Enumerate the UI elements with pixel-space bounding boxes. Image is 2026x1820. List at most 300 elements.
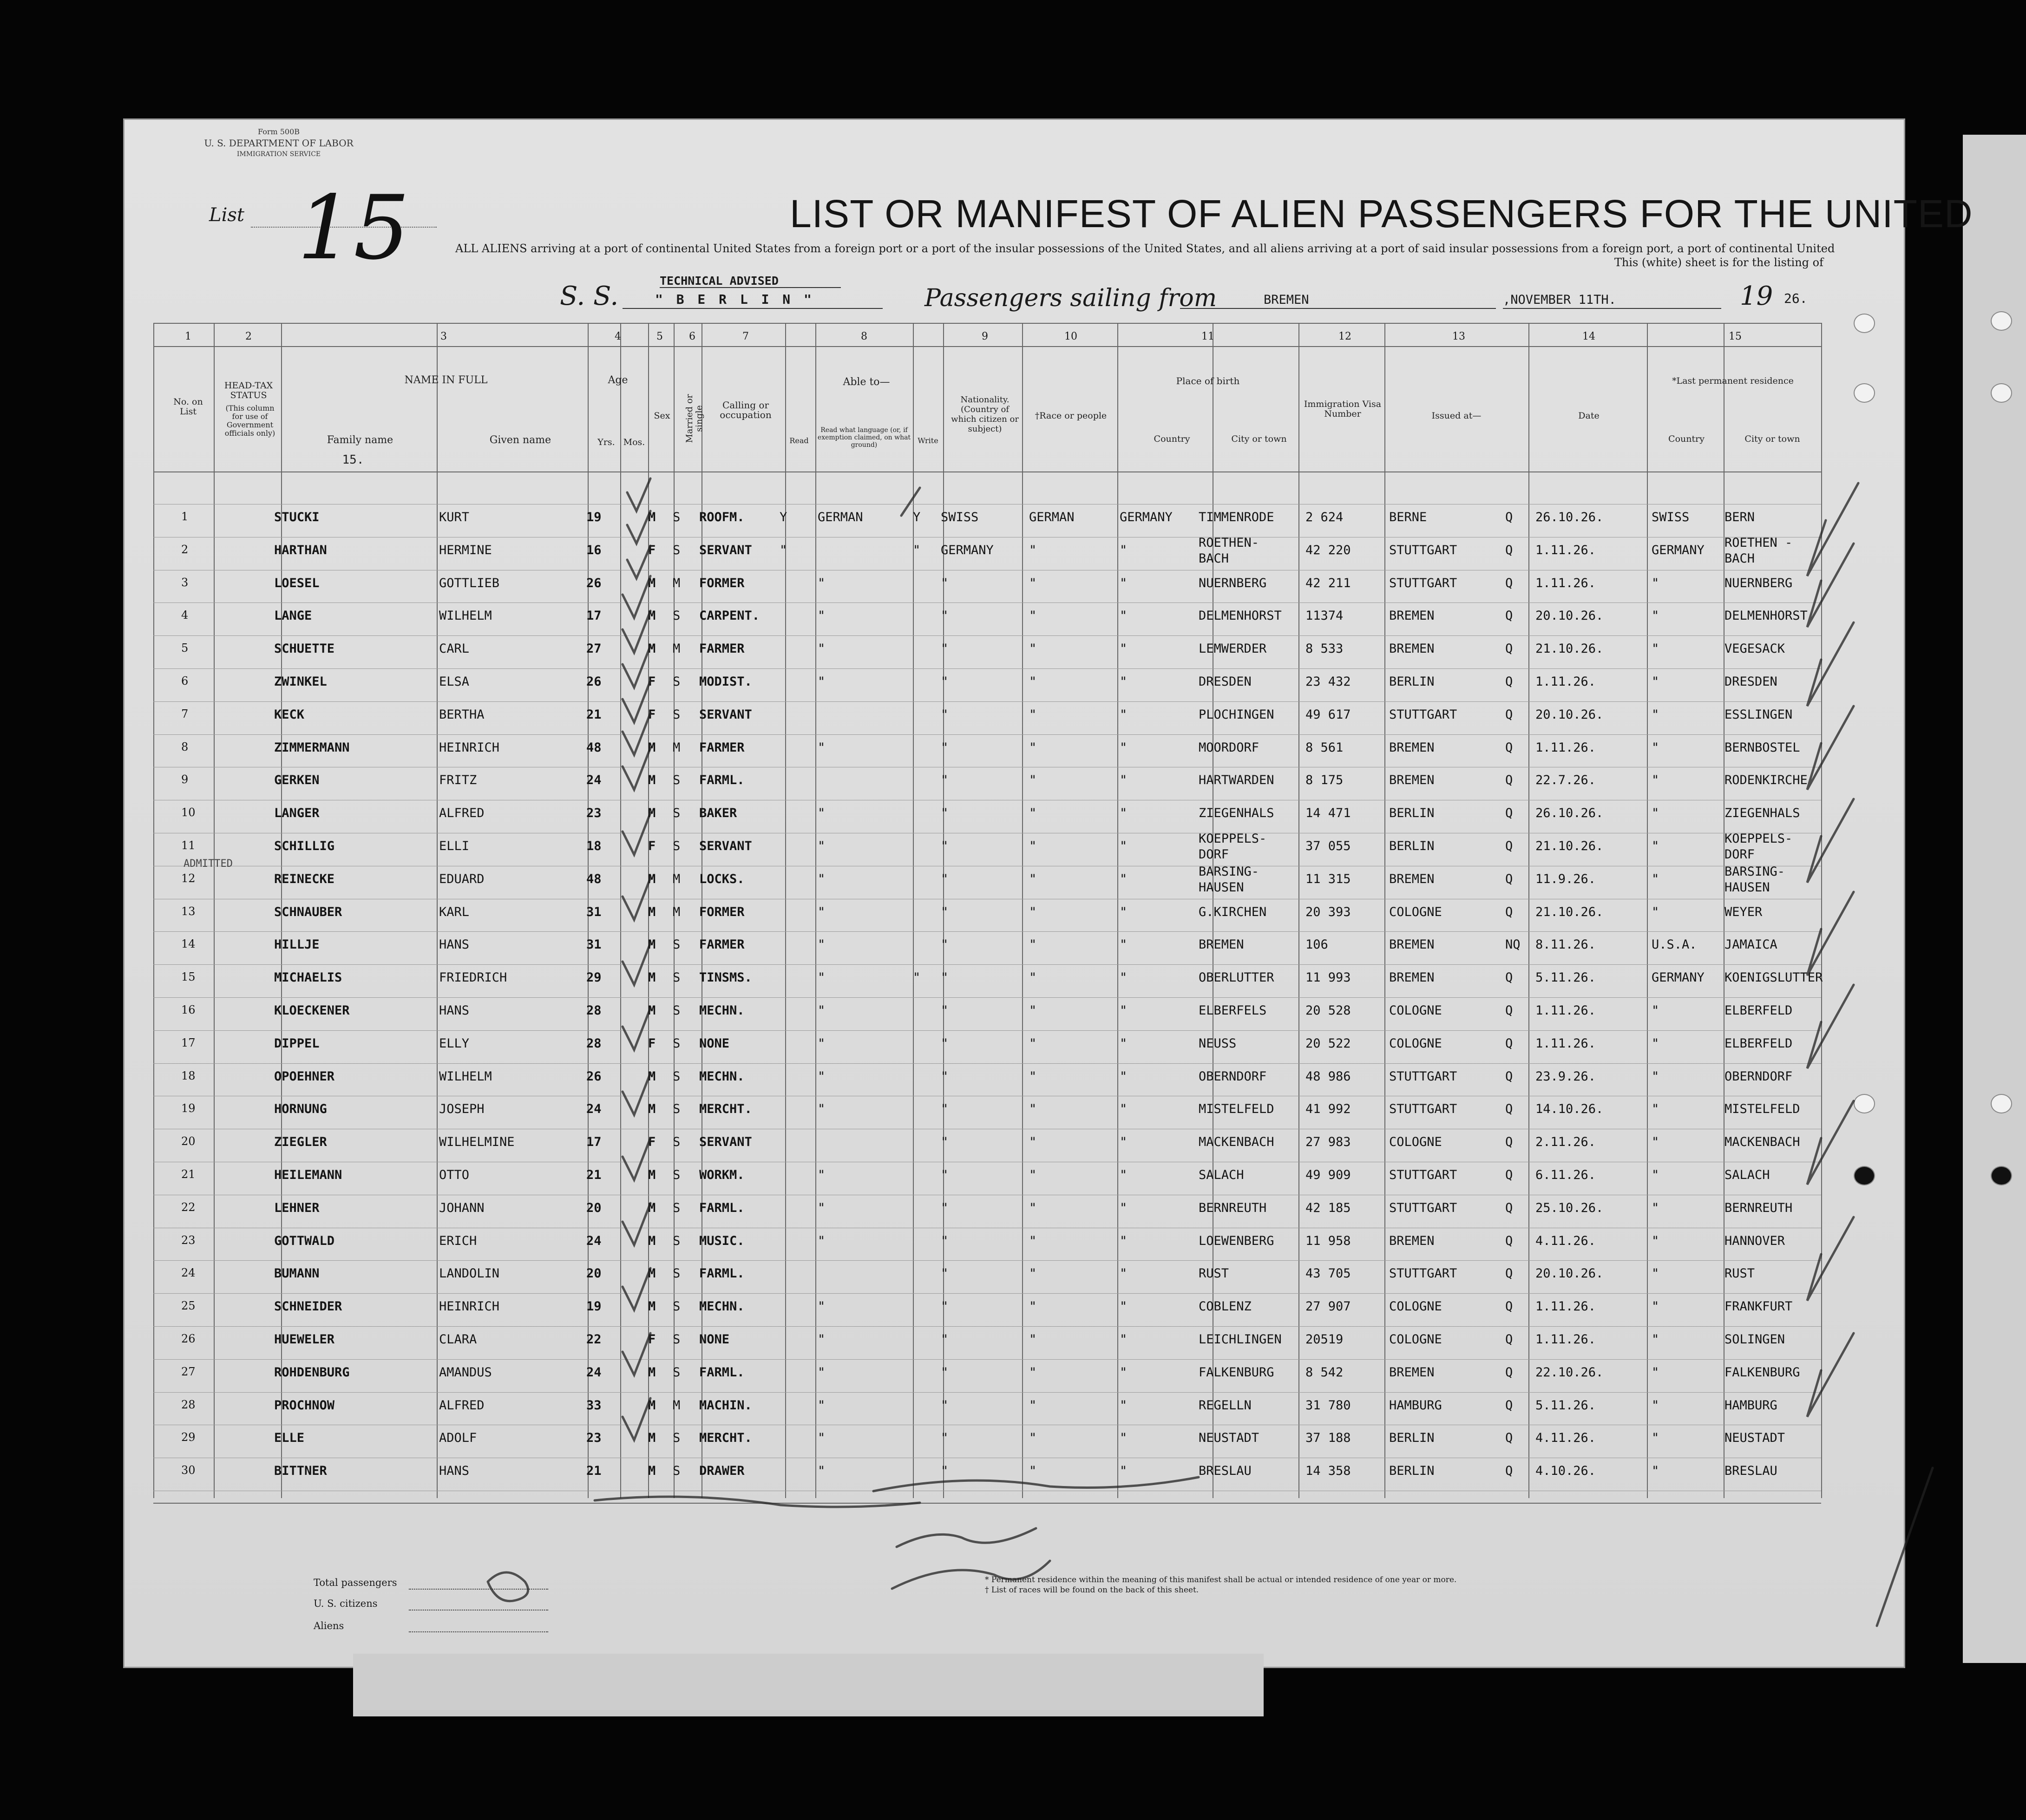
cell-q: Q	[1505, 1003, 1513, 1018]
cell-given: FRIEDRICH	[439, 970, 507, 985]
cell-yrs: 21	[586, 1464, 602, 1479]
cell-yrs: 26	[586, 1069, 602, 1084]
cell-city: FALKENBURG	[1199, 1365, 1274, 1380]
cell-visa: 8 175	[1305, 773, 1344, 788]
table-row	[0, 707, 2026, 740]
cell-language: "	[818, 871, 826, 886]
cell-language: "	[818, 1200, 826, 1215]
cell-family: SCHILLIG	[274, 839, 335, 853]
cell-visa: 14 358	[1305, 1464, 1351, 1479]
table-row	[0, 1266, 2026, 1299]
aliens-label: Aliens	[314, 1620, 344, 1631]
subtitle-line-1: ALL ALIENS arriving at a port of continental United States from a foreign port or a port of the insular possessions of the United States, and all aliens arriving at a port of said insular possessions from a foreign port, a port of continental United	[455, 242, 1835, 255]
cell-race: "	[1029, 1003, 1037, 1018]
cell-calling: MERCHT.	[699, 1102, 752, 1117]
cell-family: OPOEHNER	[274, 1069, 335, 1084]
cell-family: ZIEGLER	[274, 1135, 327, 1150]
cell-no: 9	[181, 773, 189, 786]
cell-given: HEINRICH	[439, 740, 500, 755]
cell-given: ERICH	[439, 1233, 477, 1248]
cell-language: "	[818, 576, 826, 590]
cell-race: "	[1029, 1365, 1037, 1380]
cell-country: "	[1120, 937, 1128, 952]
cell-race: "	[1029, 937, 1037, 952]
cell-country: "	[1120, 904, 1128, 919]
cell-res-country: "	[1652, 642, 1659, 656]
cell-no: 25	[181, 1299, 196, 1313]
cell-city: NEUSTADT	[1199, 1431, 1259, 1446]
cell-sex: M	[648, 904, 656, 919]
table-row	[0, 1431, 2026, 1463]
cell-nationality: "	[941, 970, 949, 985]
cell-yrs: 31	[586, 937, 602, 952]
header-last-residence: *Last permanent residence	[1672, 376, 1794, 386]
cell-read: "	[780, 543, 787, 557]
cell-q: Q	[1505, 1299, 1513, 1314]
cell-status: S	[673, 1135, 681, 1150]
cell-no: 20	[181, 1135, 196, 1148]
cell-res-country: "	[1652, 1168, 1659, 1182]
cell-calling: MERCHT.	[699, 1431, 752, 1446]
cell-status: S	[673, 1168, 681, 1182]
cell-city: BREMEN	[1199, 937, 1244, 952]
cell-given: ELLY	[439, 1036, 470, 1051]
cell-date: 26.10.26.	[1535, 806, 1604, 821]
cell-race: "	[1029, 1233, 1037, 1248]
cell-city: BARSING-	[1199, 864, 1259, 879]
cell-res-city: BERNBOSTEL	[1724, 740, 1800, 755]
cell-calling: NONE	[699, 1036, 730, 1051]
cell-date: 4.10.26.	[1535, 1464, 1596, 1479]
cell-issued: STUTTGART	[1389, 1266, 1457, 1281]
cell-nationality: "	[941, 1266, 949, 1281]
cell-nationality: "	[941, 609, 949, 623]
cell-city: NEUSS	[1199, 1036, 1237, 1051]
cell-visa: 2 624	[1305, 510, 1344, 524]
cell-sex: M	[648, 1398, 656, 1413]
cell-city-continued: DORF	[1199, 847, 1229, 862]
cell-issued: STUTTGART	[1389, 576, 1457, 590]
cell-res-country: "	[1652, 576, 1659, 590]
cell-calling: MECHN.	[699, 1069, 745, 1084]
cell-visa: 8 542	[1305, 1365, 1344, 1380]
cell-given: ALFRED	[439, 806, 485, 821]
cell-status: S	[673, 1233, 681, 1248]
cell-country: "	[1120, 609, 1128, 623]
cell-issued: BERNE	[1389, 510, 1427, 524]
admitted-stamp: ADMITTED	[184, 858, 233, 870]
cell-country: "	[1120, 839, 1128, 853]
cell-race: "	[1029, 806, 1037, 821]
header-sex: Sex	[654, 411, 670, 421]
cell-status: M	[673, 740, 681, 755]
table-row	[0, 740, 2026, 773]
cell-yrs: 21	[586, 1168, 602, 1182]
cell-res-city: ROETHEN -	[1724, 535, 1793, 550]
cell-nationality: "	[941, 1431, 949, 1446]
cell-q: Q	[1505, 510, 1513, 524]
cell-sex: M	[648, 1266, 656, 1281]
cell-visa: 43 705	[1305, 1266, 1351, 1281]
footnote-races: † List of races will be found on the back of this sheet.	[985, 1585, 1199, 1595]
table-row	[0, 1299, 2026, 1332]
cell-given: ADOLF	[439, 1431, 477, 1446]
cell-res-city: BERNREUTH	[1724, 1200, 1793, 1215]
aliens-line	[409, 1631, 548, 1632]
cell-calling: FARMER	[699, 740, 745, 755]
cell-race: "	[1029, 1332, 1037, 1347]
cell-res-country: "	[1652, 1036, 1659, 1051]
punch-hole	[1854, 1166, 1875, 1185]
cell-country: "	[1120, 871, 1128, 886]
header-birth-country: Country	[1154, 434, 1190, 444]
footnote-residence: * Permanent residence within the meaning of this manifest shall be actual or intended residence of one year or more.	[985, 1575, 1457, 1584]
cell-res-country: "	[1652, 871, 1659, 886]
cell-issued: BREMEN	[1389, 1365, 1435, 1380]
cell-date: 21.10.26.	[1535, 839, 1604, 853]
cell-visa: 41 992	[1305, 1102, 1351, 1117]
cell-city: DELMENHORST	[1199, 609, 1282, 623]
table-bottom-rule	[153, 1503, 1821, 1504]
cell-issued: BERLIN	[1389, 1431, 1435, 1446]
cell-country: "	[1120, 674, 1128, 689]
cell-visa: 49 909	[1305, 1168, 1351, 1182]
cell-race: "	[1029, 773, 1037, 788]
column-number: 15	[1729, 331, 1742, 342]
cell-city: COBLENZ	[1199, 1299, 1252, 1314]
cell-res-city: DRESDEN	[1724, 674, 1777, 689]
column-number: 11	[1201, 331, 1214, 342]
cell-res-country: "	[1652, 1003, 1659, 1018]
cell-race: "	[1029, 839, 1037, 853]
form-service: IMMIGRATION SERVICE	[236, 151, 321, 158]
table-row	[0, 1234, 2026, 1266]
cell-visa: 37 055	[1305, 839, 1351, 853]
cell-sex: M	[648, 1069, 656, 1084]
cell-race: "	[1029, 1431, 1037, 1446]
cell-res-city: HAMBURG	[1724, 1398, 1777, 1413]
cell-res-city: MISTELFELD	[1724, 1102, 1800, 1117]
cell-res-country: "	[1652, 1464, 1659, 1479]
cell-country: "	[1120, 1135, 1128, 1150]
cell-visa: 31 780	[1305, 1398, 1351, 1413]
cell-race: "	[1029, 1464, 1037, 1479]
cell-date: 1.11.26.	[1535, 1003, 1596, 1018]
cell-family: HILLJE	[274, 937, 320, 952]
cell-language: "	[818, 839, 826, 853]
cell-calling: TINSMS.	[699, 970, 752, 985]
cell-res-country: "	[1652, 707, 1659, 722]
cell-write: "	[913, 543, 921, 557]
cell-given: WILHELM	[439, 1069, 492, 1084]
header-birth-city: City or town	[1231, 434, 1287, 444]
cell-race: "	[1029, 740, 1037, 755]
table-row	[0, 1365, 2026, 1398]
cell-city: BERNREUTH	[1199, 1200, 1267, 1215]
column-number: 6	[689, 331, 695, 342]
cell-issued: STUTTGART	[1389, 1200, 1457, 1215]
ship-name: " B E R L I N "	[655, 292, 814, 307]
cell-city: LOEWENBERG	[1199, 1233, 1274, 1248]
cell-date: 5.11.26.	[1535, 970, 1596, 985]
table-row	[0, 1069, 2026, 1102]
cell-res-city: ELBERFELD	[1724, 1036, 1793, 1051]
cell-family: DIPPEL	[274, 1036, 320, 1051]
table-row	[0, 1135, 2026, 1167]
cell-res-country: SWISS	[1652, 510, 1690, 524]
header-given-name: Given name	[489, 434, 551, 446]
cell-sex: M	[648, 1431, 656, 1446]
cell-status: S	[673, 1365, 681, 1380]
cell-date: 2.11.26.	[1535, 1135, 1596, 1150]
header-visa: Immigration Visa Number	[1304, 399, 1382, 419]
cell-nationality: "	[941, 1332, 949, 1347]
cell-nationality: "	[941, 839, 949, 853]
cell-status: S	[673, 970, 681, 985]
cell-sex: F	[648, 674, 656, 689]
cell-res-city: RODENKIRCHE	[1724, 773, 1808, 788]
cell-sex: M	[648, 1168, 656, 1182]
table-row	[0, 1036, 2026, 1069]
cell-yrs: 17	[586, 609, 602, 623]
cell-city: SALACH	[1199, 1168, 1244, 1182]
cell-yrs: 21	[586, 707, 602, 722]
cell-race: GERMAN	[1029, 510, 1075, 524]
cell-res-country: "	[1652, 1299, 1659, 1314]
cell-nationality: "	[941, 642, 949, 656]
cell-res-city: WEYER	[1724, 904, 1763, 919]
cell-sex: M	[648, 1365, 656, 1380]
cell-res-country: "	[1652, 1069, 1659, 1084]
cell-no: 8	[181, 740, 189, 753]
cell-calling: MUSIC.	[699, 1233, 745, 1248]
cell-res-country: "	[1652, 740, 1659, 755]
cell-calling: FARMER	[699, 642, 745, 656]
cell-nationality: "	[941, 674, 949, 689]
cell-date: 1.11.26.	[1535, 674, 1596, 689]
cell-q: Q	[1505, 740, 1513, 755]
table-row	[0, 970, 2026, 1003]
cell-country: "	[1120, 970, 1128, 985]
cell-nationality: "	[941, 904, 949, 919]
cell-city: OBERNDORF	[1199, 1069, 1267, 1084]
header-race: †Race or people	[1035, 411, 1107, 421]
cell-no: 11	[181, 839, 196, 852]
cell-issued: BREMEN	[1389, 740, 1435, 755]
cell-given: HANS	[439, 1464, 470, 1479]
cell-no: 21	[181, 1168, 196, 1181]
cell-language: "	[818, 1168, 826, 1182]
cell-yrs: 23	[586, 1431, 602, 1446]
cell-q: Q	[1505, 576, 1513, 590]
cell-nationality: "	[941, 1135, 949, 1150]
cell-given: KARL	[439, 904, 470, 919]
cell-given: HEINRICH	[439, 1299, 500, 1314]
cell-language: "	[818, 1069, 826, 1084]
cell-date: 1.11.26.	[1535, 1299, 1596, 1314]
cell-sex: F	[648, 543, 656, 557]
table-row	[0, 1201, 2026, 1233]
cell-sex: M	[648, 1299, 656, 1314]
cell-visa: 11 315	[1305, 871, 1351, 886]
cell-language: "	[818, 1036, 826, 1051]
cell-visa: 106	[1305, 937, 1328, 952]
cell-calling: FORMER	[699, 904, 745, 919]
cell-race: "	[1029, 543, 1037, 557]
port-underline	[1180, 308, 1496, 309]
cell-calling: FARMER	[699, 937, 745, 952]
cell-status: S	[673, 1431, 681, 1446]
row-divider	[153, 346, 1821, 347]
cell-res-city: KOEPPELS-	[1724, 831, 1793, 846]
passengers-label: Passengers sailing from	[924, 284, 1217, 312]
cell-language: "	[818, 1332, 826, 1347]
page-title: LIST OR MANIFEST OF ALIEN PASSENGERS FOR THE UNITED	[790, 192, 1973, 236]
cell-calling: MACHIN.	[699, 1398, 752, 1413]
cell-res-city: SALACH	[1724, 1168, 1770, 1182]
header-no-on-list: No. on List	[173, 397, 203, 417]
cell-language: "	[818, 1431, 826, 1446]
cell-date: 1.11.26.	[1535, 543, 1596, 557]
cell-nationality: "	[941, 1200, 949, 1215]
header-name-in-full: NAME IN FULL	[404, 374, 488, 386]
cell-no: 10	[181, 806, 196, 819]
cell-q: Q	[1505, 1102, 1513, 1117]
cell-visa: 42 220	[1305, 543, 1351, 557]
cell-family: HORNUNG	[274, 1102, 327, 1117]
form-number: Form 500B	[257, 127, 300, 136]
cell-calling: LOCKS.	[699, 871, 745, 886]
cell-date: 6.11.26.	[1535, 1168, 1596, 1182]
cell-issued: STUTTGART	[1389, 1069, 1457, 1084]
cell-issued: HAMBURG	[1389, 1398, 1442, 1413]
cell-visa: 42 185	[1305, 1200, 1351, 1215]
cell-res-country: "	[1652, 1233, 1659, 1248]
cell-sex: M	[648, 1233, 656, 1248]
cell-calling: FARML.	[699, 1200, 745, 1215]
cell-given: HERMINE	[439, 543, 492, 557]
cell-city: HARTWARDEN	[1199, 773, 1274, 788]
punch-hole	[1991, 1094, 2012, 1113]
cell-calling: MODIST.	[699, 674, 752, 689]
cell-sex: M	[648, 1102, 656, 1117]
cell-q: Q	[1505, 1200, 1513, 1215]
cell-family: BUMANN	[274, 1266, 320, 1281]
cell-language: "	[818, 1398, 826, 1413]
cell-family: HUEWELER	[274, 1332, 335, 1347]
cell-visa: 11 993	[1305, 970, 1351, 985]
table-row	[0, 576, 2026, 609]
column-number: 12	[1338, 331, 1351, 342]
cell-visa: 23 432	[1305, 674, 1351, 689]
table-row	[0, 674, 2026, 707]
cell-given: ELSA	[439, 674, 470, 689]
cell-race: "	[1029, 1398, 1037, 1413]
cell-family: BITTNER	[274, 1464, 327, 1479]
cell-res-country: "	[1652, 1398, 1659, 1413]
cell-q: Q	[1505, 1266, 1513, 1281]
cell-sex: M	[648, 576, 656, 590]
cell-sex: M	[648, 1003, 656, 1018]
cell-given: ALFRED	[439, 1398, 485, 1413]
cell-given: CARL	[439, 642, 470, 656]
cell-issued: COLOGNE	[1389, 1332, 1442, 1347]
cell-no: 27	[181, 1365, 196, 1378]
cell-date: 1.11.26.	[1535, 1332, 1596, 1347]
cell-country: "	[1120, 1003, 1128, 1018]
cell-yrs: 27	[586, 642, 602, 656]
cell-country: "	[1120, 1398, 1128, 1413]
cell-visa: 20 528	[1305, 1003, 1351, 1018]
cell-nationality: "	[941, 937, 949, 952]
cell-family: HEILEMANN	[274, 1168, 342, 1182]
header-nationality: Nationality. (Country of which citizen or subject)	[951, 395, 1019, 434]
cell-family: SCHUETTE	[274, 642, 335, 656]
cell-visa: 20 393	[1305, 904, 1351, 919]
cell-family: LOESEL	[274, 576, 320, 590]
cell-res-city-continued: BACH	[1724, 551, 1755, 566]
table-row	[0, 535, 2026, 576]
cell-res-country: GERMANY	[1652, 543, 1705, 557]
cell-date: 20.10.26.	[1535, 1266, 1604, 1281]
cell-calling: MECHN.	[699, 1299, 745, 1314]
cell-sex: M	[648, 609, 656, 623]
table-row	[0, 831, 2026, 871]
cell-language: "	[818, 1233, 826, 1248]
cell-family: ELLE	[274, 1431, 305, 1446]
column-number: 14	[1582, 331, 1595, 342]
cell-sex: M	[648, 970, 656, 985]
cell-city: REGELLN	[1199, 1398, 1252, 1413]
cell-res-city: NEUSTADT	[1724, 1431, 1785, 1446]
cell-nationality: "	[941, 740, 949, 755]
cell-family: GERKEN	[274, 773, 320, 788]
cell-country: "	[1120, 773, 1128, 788]
cell-q: NQ	[1505, 937, 1521, 952]
cell-date: 21.10.26.	[1535, 904, 1604, 919]
header-yrs: Yrs.	[597, 437, 615, 447]
cell-given: LANDOLIN	[439, 1266, 500, 1281]
cell-sex: F	[648, 1135, 656, 1150]
cell-country: "	[1120, 1464, 1128, 1479]
column-number: 10	[1064, 331, 1077, 342]
cell-q: Q	[1505, 1464, 1513, 1479]
list-label: List	[209, 204, 244, 226]
cell-yrs: 48	[586, 871, 602, 886]
cell-race: "	[1029, 609, 1037, 623]
cell-q: Q	[1505, 1168, 1513, 1182]
column-number: 4	[615, 331, 621, 342]
cell-yrs: 26	[586, 674, 602, 689]
cell-country: "	[1120, 707, 1128, 722]
sheet-bottom-tab	[353, 1654, 1264, 1716]
header-res-city: City or town	[1744, 434, 1800, 444]
cell-nationality: "	[941, 1102, 949, 1117]
table-row	[0, 510, 2026, 543]
cell-given: OTTO	[439, 1168, 470, 1182]
cell-nationality: "	[941, 1168, 949, 1182]
cell-res-city: ESSLINGEN	[1724, 707, 1793, 722]
cell-visa: 48 986	[1305, 1069, 1351, 1084]
cell-given: HANS	[439, 937, 470, 952]
cell-issued: COLOGNE	[1389, 1135, 1442, 1150]
table-row	[0, 937, 2026, 970]
cell-sex: M	[648, 871, 656, 886]
cell-res-country: "	[1652, 1102, 1659, 1117]
table-row	[0, 1003, 2026, 1036]
cell-yrs: 19	[586, 1299, 602, 1314]
cell-visa: 27 907	[1305, 1299, 1351, 1314]
